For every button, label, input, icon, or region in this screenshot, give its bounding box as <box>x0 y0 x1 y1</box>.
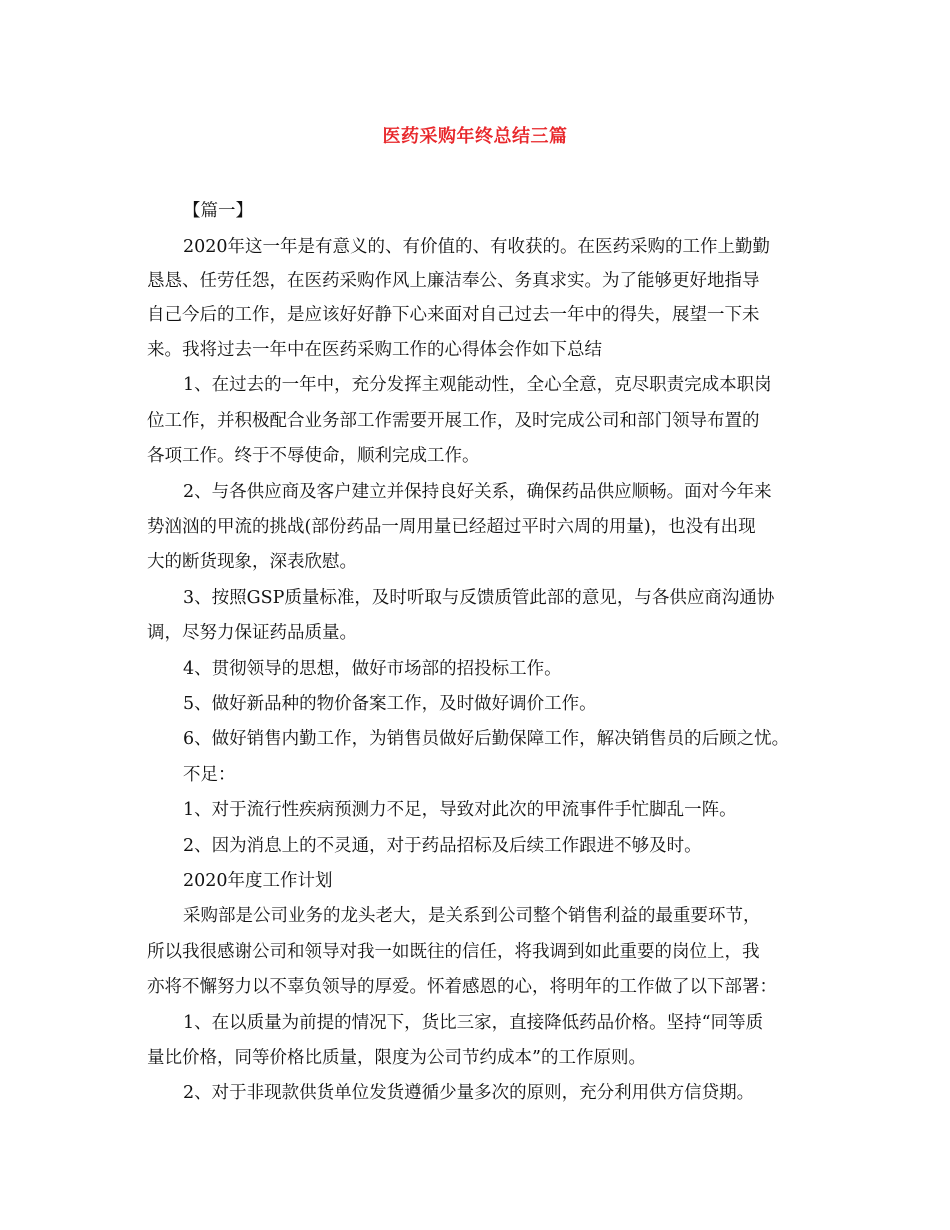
paragraph-line: 4、贯彻领导的思想，做好市场部的招投标工作。 <box>183 659 562 679</box>
paragraph-line: 2、因为消息上的不灵通，对于药品招标及后续工作跟进不够及时。 <box>183 836 702 856</box>
paragraph-line: 不足： <box>183 765 236 785</box>
paragraph-line: 2020年度工作计划 <box>183 871 333 891</box>
paragraph-line: 1、在过去的一年中，充分发挥主观能动性，全心全意，克尽职责完成本职岗 <box>183 375 772 395</box>
paragraph-line: 所以我很感谢公司和领导对我一如既往的信任，将我调到如此重要的岗位上，我 <box>147 942 760 962</box>
paragraph-line: 采购部是公司业务的龙头老大，是关系到公司整个销售利益的最重要环节， <box>183 906 761 926</box>
paragraph-line: 来。我将过去一年中在医药采购工作的心得体会作如下总结 <box>147 340 602 360</box>
paragraph-line: 势汹汹的甲流的挑战(部份药品一周用量已经超过平时六周的用量)，也没有出现 <box>147 517 756 537</box>
paragraph-line: 调，尽努力保证药品质量。 <box>147 623 357 643</box>
paragraph-line: 自己今后的工作，是应该好好静下心来面对自己过去一年中的得失，展望一下未 <box>147 305 760 325</box>
paragraph-line: 1、在以质量为前提的情况下，货比三家，直接降低药品价格。坚持“同等质 <box>183 1013 764 1033</box>
paragraph-line: 大的断货现象，深表欣慰。 <box>147 552 357 572</box>
paragraph-line: 量比价格，同等价格比质量，限度为公司节约成本”的工作原则。 <box>147 1048 646 1068</box>
section-heading: 【篇一】 <box>183 201 253 221</box>
paragraph-line: 1、对于流行性疾病预测力不足，导致对此次的甲流事件手忙脚乱一阵。 <box>183 800 737 820</box>
paragraph-line: 3、按照GSP质量标准，及时听取与反馈质管此部的意见，与各供应商沟通协 <box>183 588 775 608</box>
paragraph-line: 恳恳、任劳任怨，在医药采购作风上廉洁奉公、务真求实。为了能够更好地指导 <box>147 271 760 291</box>
paragraph-line: 各项工作。终于不辱使命，顺利完成工作。 <box>147 446 480 466</box>
paragraph-line: 2020年这一年是有意义的、有价值的、有收获的。在医药采购的工作上勤勤 <box>183 237 771 257</box>
paragraph-line: 亦将不懈努力以不辜负领导的厚爱。怀着感恩的心，将明年的工作做了以下部署： <box>147 977 777 997</box>
paragraph-line: 5、做好新品种的物价备案工作，及时做好调价工作。 <box>183 694 597 714</box>
paragraph-line: 6、做好销售内勤工作，为销售员做好后勤保障工作，解决销售员的后顾之忧。 <box>183 729 790 749</box>
paragraph-line: 位工作，并积极配合业务部工作需要开展工作，及时完成公司和部门领导布置的 <box>147 411 760 431</box>
document-title: 医药采购年终总结三篇 <box>382 126 568 147</box>
paragraph-line: 2、对于非现款供货单位发货遵循少量多次的原则，充分利用供方信贷期。 <box>183 1083 755 1103</box>
paragraph-line: 2、与各供应商及客户建立并保持良好关系，确保药品供应顺畅。面对今年来 <box>183 482 772 502</box>
